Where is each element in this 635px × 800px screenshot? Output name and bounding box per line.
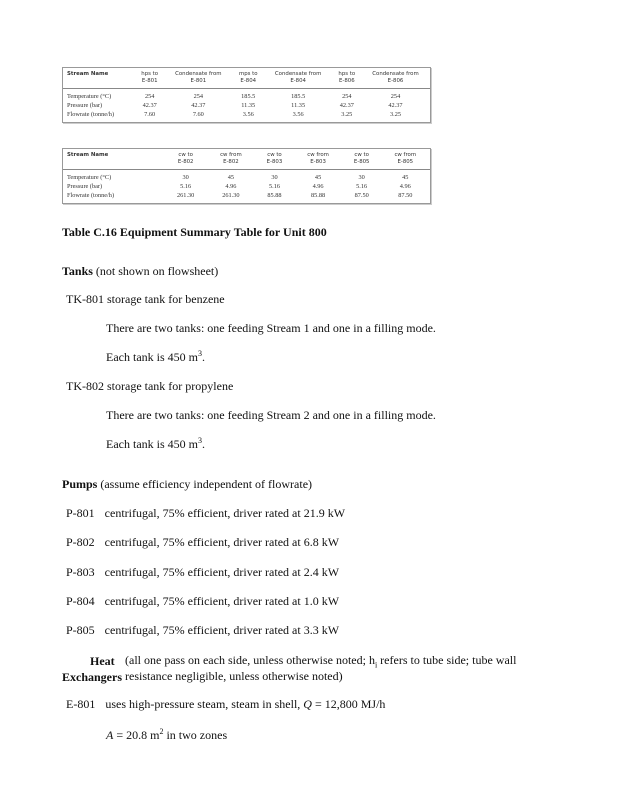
- table-cell: 4.96: [312, 183, 324, 191]
- tanks-heading: Tanks (not shown on flowsheet): [62, 264, 219, 278]
- pumps-heading: Pumps (assume efficiency independent of flowrate): [62, 477, 313, 491]
- pump-desc: centrifugal, 75% efficient, driver rated at 2.4 kW: [104, 564, 340, 579]
- table-cell: 42.37: [388, 102, 403, 110]
- table-cell: 261.30: [222, 192, 240, 200]
- tk-801: TK-801 storage tank for benzene: [66, 292, 225, 306]
- table-cell: 185.5: [241, 93, 256, 101]
- column-header: mps to E-804: [233, 68, 264, 89]
- tk-801-line2: Each tank is 450 $m^3$.: [106, 349, 205, 364]
- e-801: E-801 uses high-pressure steam, steam in shell, Q = 12,800 MJ/h: [66, 697, 386, 711]
- column-header: hps to E-806: [333, 68, 361, 89]
- table-cell: 261.30: [177, 192, 195, 200]
- table-cell: Pressure (bar): [67, 102, 103, 110]
- pump-desc: centrifugal, 75% efficient, driver rated at 1.0 kW: [104, 593, 340, 608]
- column-header: cw from E-803: [293, 149, 342, 170]
- table-cell: 85.88: [310, 192, 326, 200]
- table-row: [63, 170, 430, 183]
- column-header: cw from E-805: [381, 149, 430, 170]
- table-cell: Temperature (°C): [67, 174, 112, 182]
- table-cell: 87.50: [398, 192, 413, 200]
- table-row: [63, 191, 430, 203]
- table-row: [63, 101, 430, 110]
- table-row: [63, 182, 430, 191]
- table-cell: 254: [193, 93, 204, 101]
- column-header: Condensate from E-801: [164, 68, 233, 89]
- pump-id: P-802: [66, 535, 95, 550]
- table-cell: 85.88: [267, 192, 282, 200]
- table-cell: 3.56: [242, 111, 254, 119]
- e-801-area: A = 20.8 $m^2$ in two zones: [106, 727, 228, 742]
- hx-note-line1: (all one pass on each side, unless otherwise noted; $h_i$ refers to tube side; tube wall: [125, 653, 517, 670]
- pump-id: P-803: [66, 564, 95, 579]
- pump-item: [66, 506, 345, 521]
- cooling-water-streams-table: [62, 148, 431, 204]
- table-cell: 3.56: [292, 111, 304, 119]
- tk-801-line1: There are two tanks: one feeding Stream 1 and one in a filling mode.: [106, 321, 436, 335]
- table-cell: 11.35: [291, 102, 306, 110]
- table-cell: 3.25: [389, 111, 402, 119]
- column-header: Stream Name: [63, 149, 165, 170]
- table-cell: Flowrate (tonne/h): [67, 111, 115, 119]
- table-cell: 4.96: [225, 183, 237, 191]
- table-cell: 5.16: [268, 183, 280, 191]
- table-cell: 42.37: [339, 102, 354, 110]
- pump-item: [66, 565, 339, 580]
- table-cell: 45: [402, 174, 409, 182]
- table-cell: Flowrate (tonne/h): [67, 192, 115, 200]
- tk-802-line2: Each tank is 450 $m^3$.: [106, 436, 205, 451]
- column-header: Stream Name: [63, 68, 135, 89]
- pump-desc: centrifugal, 75% efficient, driver rated at 3.3 kW: [104, 623, 340, 638]
- table-cell: Temperature (°C): [67, 93, 112, 101]
- table-cell: 254: [342, 93, 352, 101]
- pump-id: P-804: [66, 593, 95, 608]
- column-header: Condensate from E-806: [361, 68, 430, 89]
- column-header: hps to E-801: [135, 68, 163, 89]
- tk-802-line1: There are two tanks: one feeding Stream 2 and one in a filling mode.: [106, 408, 436, 422]
- tk-802: TK-802 storage tank for propylene: [66, 379, 234, 393]
- table-cell: 3.25: [341, 111, 353, 119]
- table-cell: 45: [227, 174, 235, 182]
- table-cell: 45: [314, 174, 322, 182]
- steam-streams-table: [62, 67, 431, 123]
- pump-item: [66, 623, 339, 638]
- table-row: [63, 110, 430, 122]
- table-cell: 254: [144, 93, 155, 101]
- table-cell: 87.50: [354, 192, 369, 200]
- column-header: cw to E-803: [256, 149, 294, 170]
- table-cell: 185.5: [291, 93, 306, 101]
- table-cell: 5.16: [180, 183, 192, 191]
- table-cell: 42.37: [191, 102, 206, 110]
- table-cell: 30: [182, 174, 189, 182]
- pump-desc: centrifugal, 75% efficient, driver rated at 6.8 kW: [104, 535, 340, 550]
- table-cell: 254: [390, 93, 401, 101]
- column-header: cw to E-802: [165, 149, 206, 170]
- table-cell: 7.60: [192, 111, 204, 119]
- table-cell: Pressure (bar): [67, 183, 103, 191]
- column-header: cw from E-802: [206, 149, 255, 170]
- table-cell: 42.37: [142, 102, 157, 110]
- table-caption: Table C.16 Equipment Summary Table for Unit 800: [62, 225, 327, 239]
- pump-desc: centrifugal, 75% efficient, driver rated at 21.9 kW: [104, 506, 346, 520]
- pump-id: P-801: [66, 506, 95, 520]
- pump-item: [66, 594, 339, 609]
- table-cell: 5.16: [356, 183, 368, 191]
- hx-note-line2: resistance negligible, unless otherwise noted): [125, 669, 343, 683]
- table-cell: 30: [271, 174, 278, 182]
- column-header: Condensate from E-804: [264, 68, 333, 89]
- table-row: [63, 89, 430, 102]
- column-header: cw to E-805: [343, 149, 381, 170]
- pump-id: P-805: [66, 623, 95, 638]
- heat-exchangers-heading: Heat Exchangers: [62, 654, 122, 684]
- table-cell: 30: [358, 174, 365, 182]
- table-cell: 11.35: [241, 102, 256, 110]
- pump-item: [66, 535, 339, 550]
- table-cell: 4.96: [399, 183, 411, 191]
- table-cell: 7.60: [144, 111, 156, 119]
